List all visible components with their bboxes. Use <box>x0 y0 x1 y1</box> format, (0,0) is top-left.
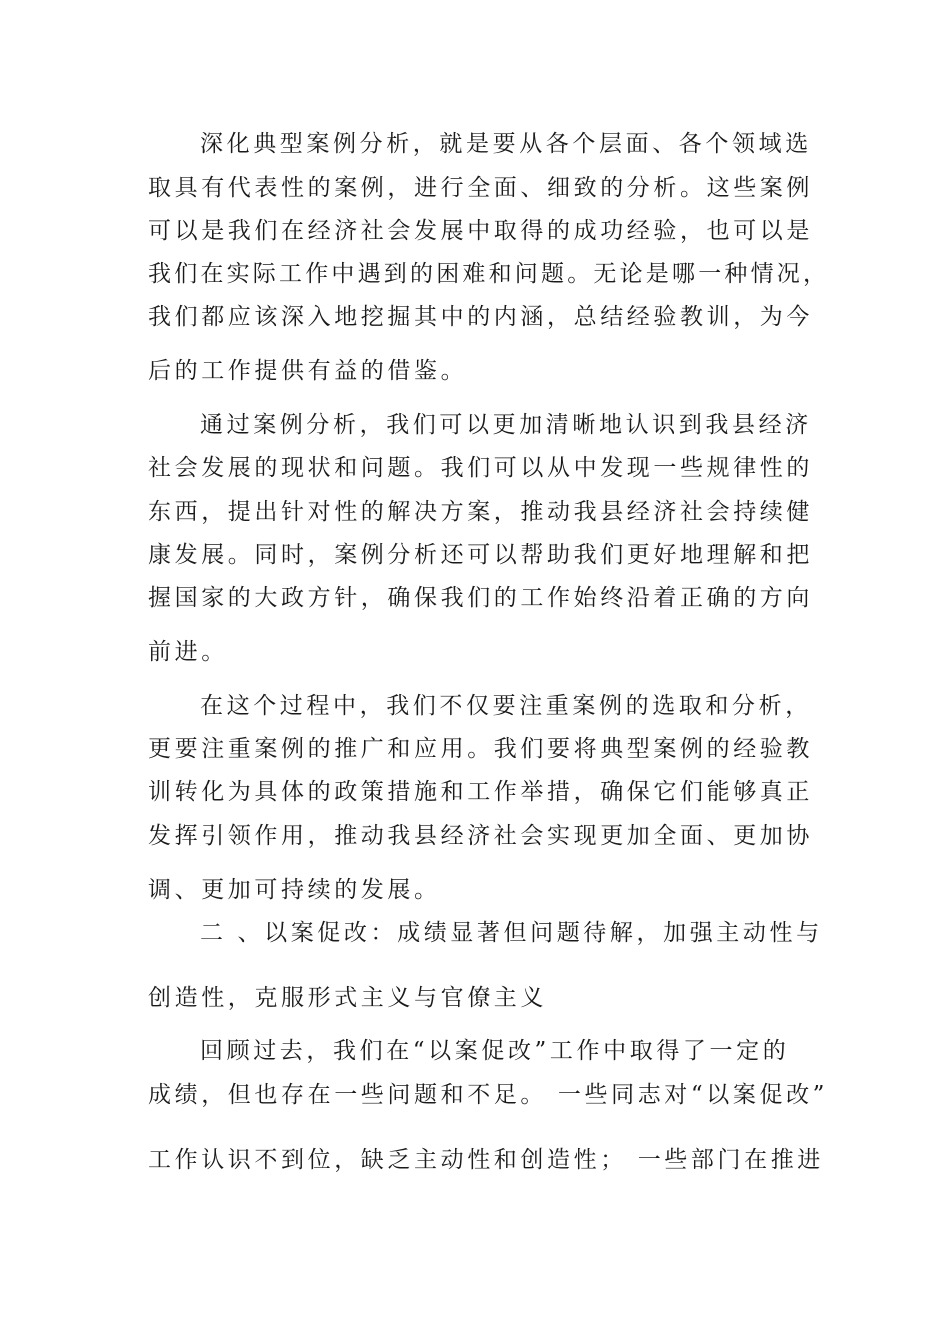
text-line: 后的工作提供有益的借鉴。 <box>148 358 468 384</box>
text-line: 社会发展的现状和问题。我们可以从中发现一些规律性的 <box>148 455 813 481</box>
text-line: 可以是我们在经济社会发展中取得的成功经验，也可以是 <box>148 218 813 244</box>
text-line: 康发展。同时，案例分析还可以帮助我们更好地理解和把 <box>148 542 813 568</box>
text-line: 调、更加可持续的发展。 <box>148 877 441 903</box>
text-line: 我们都应该深入地挖掘其中的内涵，总结经验教训，为今 <box>148 304 813 330</box>
section-heading: 二 、以案促改：成绩显著但问题待解，加强主动性与 <box>200 920 823 946</box>
text-line: 训转化为具体的政策措施和工作举措，确保它们能够真正 <box>148 779 813 805</box>
text-line: 前进。 <box>148 639 228 665</box>
section-heading: 创造性，克服形式主义与官僚主义 <box>148 985 547 1011</box>
text-line: 握国家的大政方针，确保我们的工作始终沿着正确的方向 <box>148 585 813 611</box>
text-line: 回顾过去，我们在“以案促改”工作中取得了一定的 <box>200 1038 790 1064</box>
text-line: 我们在实际工作中遇到的困难和问题。无论是哪一种情况， <box>148 261 830 287</box>
text-line: 更要注重案例的推广和应用。我们要将典型案例的经验教 <box>148 736 813 762</box>
text-line: 东西，提出针对性的解决方案，推动我县经济社会持续健 <box>148 499 813 525</box>
text-line: 发挥引领作用，推动我县经济社会实现更加全面、更加协 <box>148 823 813 849</box>
text-line: 在这个过程中，我们不仅要注重案例的选取和分析， <box>200 693 812 719</box>
text-line: 取具有代表性的案例，进行全面、细致的分析。这些案例 <box>148 175 813 201</box>
text-line: 通过案例分析，我们可以更加清晰地认识到我县经济 <box>200 412 812 438</box>
text-line: 工作认识不到位，缺乏主动性和创造性； 一些部门在推进 <box>148 1147 824 1173</box>
text-line: 成绩，但也存在一些问题和不足。 一些同志对“以案促改” <box>148 1082 829 1108</box>
text-line: 深化典型案例分析，就是要从各个层面、各个领域选 <box>200 131 812 157</box>
